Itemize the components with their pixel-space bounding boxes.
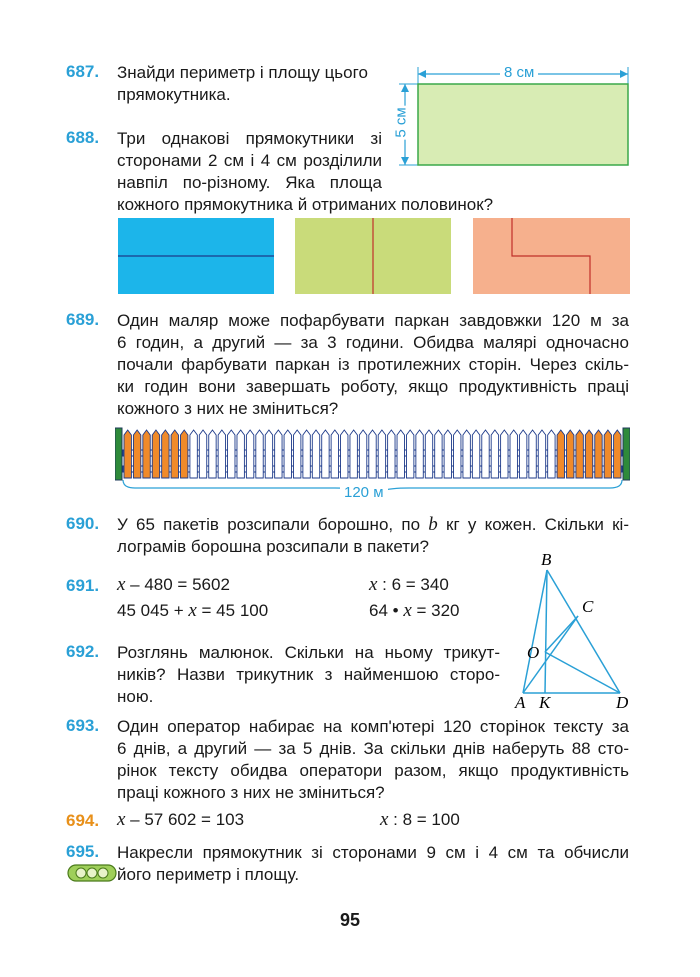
width-label: 8 см <box>500 64 538 81</box>
equation-text: = 320 <box>411 601 460 620</box>
fence-picket <box>369 430 376 478</box>
fence-post <box>623 428 630 480</box>
equation-1 <box>117 574 230 596</box>
problem-692-text <box>117 642 500 708</box>
text-line: кожного прямокутника й отриманих половинок? <box>117 195 494 214</box>
text-line: Один маляр може пофарбувати паркан завдовжки 120 м за <box>117 311 629 330</box>
fence-picket <box>237 430 244 478</box>
variable-x: x <box>117 809 126 830</box>
text-line: його периметр і площу. <box>117 865 300 884</box>
equation-text: : 6 = 340 <box>377 575 449 594</box>
fence-post <box>115 428 122 480</box>
fence-picket <box>143 430 150 478</box>
fence-picket <box>482 430 489 478</box>
problem-689-text <box>117 310 629 420</box>
text-line: Один оператор набирає на комп'ютері 120 сторінок тексту за <box>117 717 629 736</box>
fence-picket <box>199 430 206 478</box>
text-part: У 65 пакетів розсипали борошно, по <box>117 515 429 534</box>
fence-picket <box>529 430 536 478</box>
fence-picket <box>190 430 197 478</box>
fence-picket <box>322 430 329 478</box>
fence-picket <box>312 430 319 478</box>
equation-text: 64 • <box>369 601 404 620</box>
fence-picket <box>585 430 592 478</box>
problem-695-text <box>117 842 629 886</box>
fence-picket <box>435 430 442 478</box>
point-label-C: C <box>582 597 594 616</box>
fence-picket <box>416 430 423 478</box>
text-line: кожного з них не зміниться? <box>117 399 339 418</box>
variable-b: b <box>428 514 438 535</box>
equation-text: : 8 = 100 <box>388 810 460 829</box>
fence-picket <box>303 430 310 478</box>
equation-text: = 45 100 <box>196 601 269 620</box>
problem-687-number: 687. <box>66 62 100 81</box>
fence-picket <box>246 430 253 478</box>
text-line: рінок тексту обидва оператори разом, якщо продуктивність <box>117 761 629 780</box>
fence-picket <box>218 430 225 478</box>
variable-x: x <box>369 574 378 595</box>
fence-length-label: 120 м <box>340 484 388 501</box>
text-line: праці кожного з них не зміниться? <box>117 783 385 802</box>
fence-picket <box>209 430 216 478</box>
fence-picket <box>275 430 282 478</box>
fence-picket <box>454 430 461 478</box>
equation-text: 45 045 + <box>117 601 189 620</box>
text-line: Три однакові прямокутники зі <box>117 129 382 148</box>
equation-2 <box>369 574 449 596</box>
rectangles-figure <box>118 218 630 294</box>
fence-picket <box>152 430 159 478</box>
height-label: 5 см <box>392 107 410 138</box>
fence-picket <box>604 430 611 478</box>
problem-693-number: 693. <box>66 716 100 735</box>
fence-picket <box>124 430 131 478</box>
fence-picket <box>538 430 545 478</box>
fence-picket <box>557 430 564 478</box>
fence-picket <box>519 430 526 478</box>
fence-picket <box>162 430 169 478</box>
page-number: 95 <box>339 910 361 930</box>
text-line: 6 годин, а другий — за 3 години. Обидва малярі одночасно <box>117 333 629 352</box>
fence-picket <box>501 430 508 478</box>
fence-picket <box>133 430 140 478</box>
fence-picket <box>331 430 338 478</box>
fence-picket <box>595 430 602 478</box>
fence-picket <box>406 430 413 478</box>
fence-picket <box>265 430 272 478</box>
fence-picket <box>444 430 451 478</box>
variable-x: x <box>117 574 126 595</box>
text-line: почали фарбувати паркан із протилежних сторін. Через скіль- <box>117 355 629 374</box>
point-label-D: D <box>616 693 629 708</box>
fence-picket <box>463 430 470 478</box>
variable-x: x <box>380 809 389 830</box>
fence-picket <box>388 430 395 478</box>
fence-picket <box>228 430 235 478</box>
variable-x: x <box>188 600 197 621</box>
variable-x: x <box>403 600 412 621</box>
problem-689-number: 689. <box>66 310 100 329</box>
equation-text: – 480 = 5602 <box>125 575 230 594</box>
problem-691-number: 691. <box>66 576 100 595</box>
fence-picket <box>614 430 621 478</box>
point-label-A: A <box>515 693 526 708</box>
text-part: кг у кожен. Скільки кі- <box>437 515 629 534</box>
text-line: ною. <box>117 687 154 706</box>
text-line: сторонами 2 см і 4 см розділили <box>117 151 382 170</box>
fence-picket <box>472 430 479 478</box>
text-line: Накресли прямокутник зі сторонами 9 см і 4 см та обчисли <box>117 843 629 862</box>
fence-picket <box>180 430 187 478</box>
problem-695-number: 695. <box>66 842 100 861</box>
fence-picket <box>397 430 404 478</box>
equation-4 <box>369 600 460 622</box>
text-line: ки годин вони завершать роботу, якщо продуктивність праці <box>117 377 629 396</box>
fence-picket <box>378 430 385 478</box>
problem-690-number: 690. <box>66 514 100 533</box>
problem-692-number: 692. <box>66 642 100 661</box>
equation-3 <box>117 600 268 622</box>
equation-text: – 57 602 = 103 <box>125 810 245 829</box>
fence-picket <box>284 430 291 478</box>
equation-5 <box>117 809 244 831</box>
fence-picket <box>510 430 517 478</box>
triangle-figure <box>505 548 640 708</box>
fence-picket <box>341 430 348 478</box>
text-line: ників? Назви трикутник з найменшою сторо- <box>117 665 500 684</box>
point-label-K: K <box>539 693 551 708</box>
problem-693-text <box>117 716 629 804</box>
fence-picket <box>567 430 574 478</box>
rectangle-8x5-figure <box>392 62 638 172</box>
fence-picket <box>548 430 555 478</box>
fence-picket <box>350 430 357 478</box>
problem-688-number: 688. <box>66 128 100 147</box>
fence-picket <box>576 430 583 478</box>
fence-picket <box>491 430 498 478</box>
problem-694-number: 694. <box>66 811 100 830</box>
traffic-light-icon <box>67 863 117 883</box>
fence-picket <box>293 430 300 478</box>
text-line: Розглянь малюнок. Скільки на ньому трикут- <box>117 643 500 662</box>
text-line: прямокутника. <box>117 85 231 104</box>
problem-688-text <box>117 128 494 216</box>
fence-picket <box>171 430 178 478</box>
fence-picket <box>359 430 366 478</box>
fence-picket <box>256 430 263 478</box>
problem-687-text <box>117 62 387 106</box>
equation-6 <box>380 809 460 831</box>
text-line: лограмів борошна розсипали в пакети? <box>117 537 429 556</box>
fence-picket <box>425 430 432 478</box>
text-line: Знайди периметр і площу цього <box>117 63 368 82</box>
text-line <box>117 514 629 536</box>
point-label-B: B <box>541 550 552 569</box>
text-line: 6 днів, а другий — за 5 днів. За скільки днів наберуть 88 сто- <box>117 739 629 758</box>
text-line: навпіл по-різному. Яка площа <box>117 173 382 192</box>
point-label-O: O <box>527 643 540 662</box>
